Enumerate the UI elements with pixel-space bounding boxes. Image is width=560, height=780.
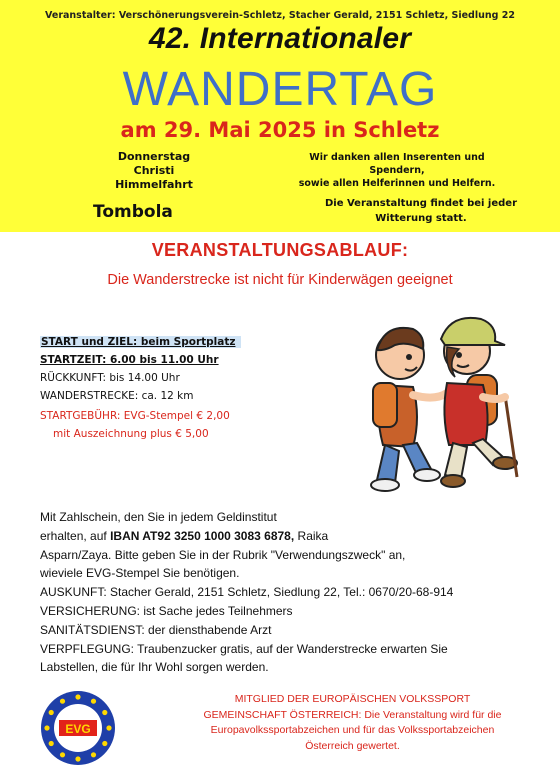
sanitaetsdienst: SANITÄTSDIENST: der diensthabende Arzt bbox=[40, 622, 272, 637]
wanderstrecke: WANDERSTRECKE: ca. 12 km bbox=[40, 390, 194, 402]
stroller-notice: Die Wanderstrecke ist nicht für Kinderwägen geeignet bbox=[107, 272, 453, 288]
weekday: Donnerstag bbox=[117, 150, 191, 163]
auskunft: AUSKUNFT: Stacher Gerald, 2151 Schletz, Siedlung 22, Tel.: 0670/20-68-914 bbox=[40, 585, 454, 600]
start-ziel: START und ZIEL: beim Sportplatz bbox=[40, 336, 241, 348]
startzeit: STARTZEIT: 6.00 bis 11.00 Uhr bbox=[40, 354, 219, 366]
startgebuehr: STARTGEBÜHR: EVG-Stempel € 2,00 bbox=[40, 410, 230, 422]
details-text bbox=[40, 508, 545, 677]
thanks-note bbox=[282, 151, 512, 190]
payment-line-2 bbox=[40, 527, 545, 546]
auszeichnung-fee: mit Auszeichnung plus € 5,00 bbox=[53, 428, 209, 440]
title-line-1: 42. Internationaler bbox=[148, 22, 412, 55]
member-line-3: Europavolkssportabzeichen und für das Volkssportabzeichen bbox=[210, 724, 495, 736]
verpflegung-line-1: VERPFLEGUNG: Traubenzucker gratis, auf der Wanderstrecke erwarten Sie bbox=[40, 641, 448, 656]
verpflegung-line-2: Labstellen, die für Ihr Wohl sorgen werden. bbox=[40, 660, 269, 675]
evg-logo-icon bbox=[39, 689, 117, 767]
thanks-line-1: Wir danken allen Inserenten und Spendern, bbox=[309, 152, 485, 176]
versicherung: VERSICHERUNG: ist Sache jedes Teilnehmers bbox=[40, 603, 293, 618]
organizer-line: Veranstalter: Verschönerungsverein-Schletz, Stacher Gerald, 2151 Schletz, Siedlung 22 bbox=[45, 10, 515, 21]
weekday-holiday bbox=[94, 150, 214, 192]
weather-note bbox=[316, 196, 526, 226]
logo-text: EVG bbox=[65, 722, 91, 736]
title-wandertag: WANDERTAG bbox=[122, 63, 438, 116]
holiday: Christi Himmelfahrt bbox=[115, 164, 193, 191]
tombola-label: Tombola bbox=[93, 202, 173, 222]
membership-note bbox=[180, 692, 525, 754]
member-line-1: MITGLIED DER EUROPÄISCHEN VOLKSSPORT bbox=[234, 693, 471, 705]
schedule-info-box bbox=[40, 333, 241, 443]
weather-line-2: Witterung statt. bbox=[375, 213, 467, 224]
payment-line-3: Asparn/Zaya. Bitte geben Sie in der Rubrik "Verwendungszweck" an, bbox=[40, 547, 406, 562]
member-line-4: Österreich gewertet. bbox=[305, 739, 400, 752]
payment-line-1: Mit Zahlschein, den Sie in jedem Geldinstitut bbox=[40, 510, 277, 524]
hiking-children-icon bbox=[355, 305, 535, 500]
event-date: am 29. Mai 2025 in Schletz bbox=[120, 118, 440, 142]
rueckkunft: RÜCKKUNFT: bis 14.00 Uhr bbox=[40, 372, 180, 384]
thanks-line-2: sowie allen Helferinnen und Helfern. bbox=[298, 178, 496, 189]
payment-post: Raika bbox=[294, 528, 329, 543]
payment-line-4: wieviele EVG-Stempel Sie benötigen. bbox=[40, 566, 240, 581]
weather-line-1: Die Veranstaltung findet bei jeder bbox=[325, 198, 517, 209]
iban: IBAN AT92 3250 1000 3083 6878, bbox=[110, 528, 295, 543]
schedule-heading: VERANSTALTUNGSABLAUF: bbox=[151, 240, 409, 260]
payment-pre: erhalten, auf bbox=[40, 528, 111, 543]
member-line-2: GEMEINSCHAFT ÖSTERREICH: Die Veranstaltung wird für die bbox=[203, 708, 502, 721]
